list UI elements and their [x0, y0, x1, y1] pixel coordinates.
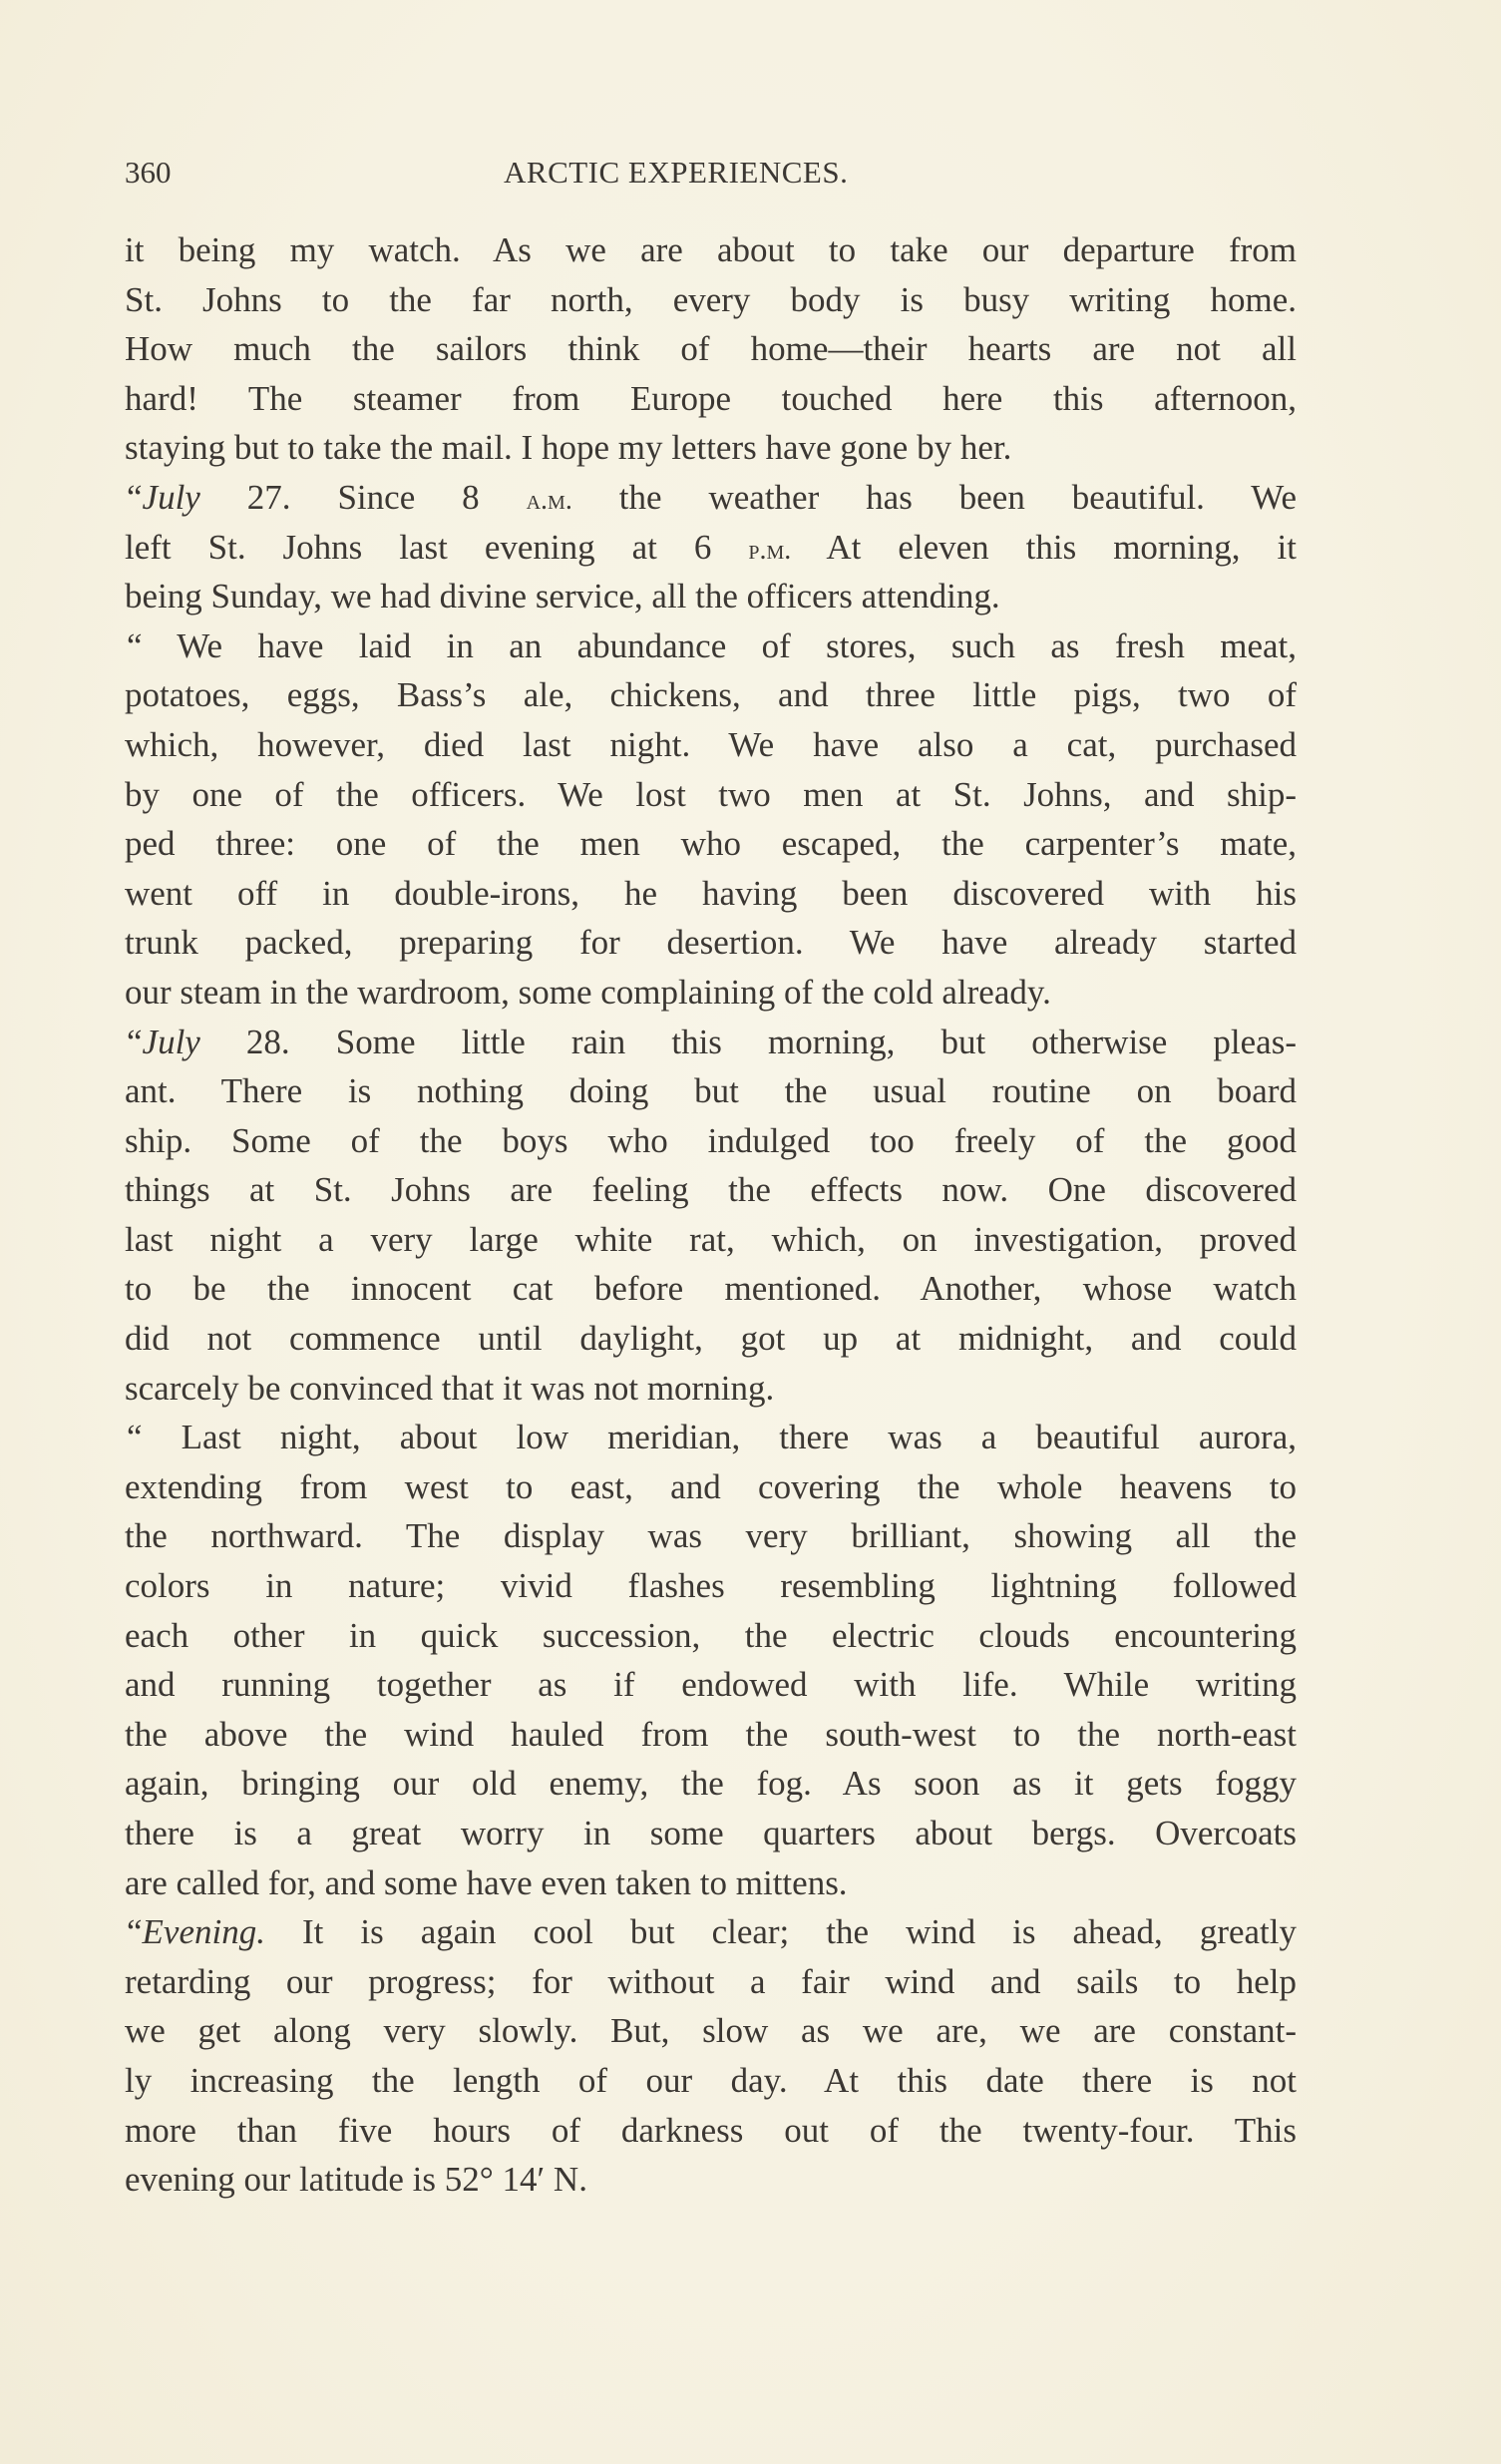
- line-text-continued: the weather has been beautiful. We: [571, 477, 1297, 517]
- text-line: [125, 1710, 1297, 1760]
- line-text: ship. Some of the boys who indulged too freely of the good: [125, 1120, 1297, 1160]
- line-text: extending from west to east, and covering the whole heavens to: [125, 1466, 1297, 1506]
- line-text: went off in double-irons, he having been discovered with his: [125, 873, 1297, 913]
- line-text: by one of the officers. We lost two men at St. Johns, and ship-: [125, 774, 1297, 814]
- line-text: are called for, and some have even taken to mittens.: [125, 1862, 848, 1902]
- line-text: colors in nature; vivid flashes resembling lightning followed: [125, 1566, 1297, 1606]
- line-text: trunk packed, preparing for desertion. We have already started: [125, 923, 1297, 963]
- text-line: [125, 968, 1297, 1018]
- text-line: [125, 819, 1297, 869]
- line-text: last night a very large white rat, which, on investigation, proved: [125, 1219, 1297, 1259]
- line-text: How much the sailors think of home—their hearts are not all: [125, 329, 1297, 369]
- text-line: [125, 523, 1297, 573]
- text-line: [125, 1462, 1297, 1512]
- text-line: [125, 621, 1297, 671]
- line-text: 28. Some little rain this morning, but otherwise pleas-: [199, 1022, 1297, 1061]
- text-line: [125, 473, 1297, 523]
- open-quote: “: [127, 1022, 143, 1061]
- line-text: each other in quick succession, the electric clouds encountering: [125, 1615, 1297, 1655]
- body-text: [125, 225, 1297, 2205]
- page-number: 360: [125, 155, 172, 190]
- line-text: again, bringing our old enemy, the fog. As soon as it gets foggy: [125, 1764, 1297, 1804]
- line-text: there is a great worry in some quarters about bergs. Overcoats: [125, 1814, 1297, 1852]
- line-text: “ Last night, about low meridian, there was a beautiful aurora,: [127, 1418, 1297, 1457]
- line-text: 27. Since 8: [199, 477, 527, 517]
- text-line: [125, 1957, 1297, 2007]
- running-title: ARCTIC EXPERIENCES.: [504, 155, 849, 190]
- line-text: things at St. Johns are feeling the effects now. One discovered: [125, 1170, 1297, 1210]
- line-text: evening our latitude is 52° 14′ N.: [125, 2160, 587, 2200]
- text-line: [125, 1611, 1297, 1661]
- text-line: [125, 2056, 1297, 2106]
- line-text: we get along very slowly. But, slow as we are, we are constant-: [125, 2011, 1297, 2051]
- small-caps-time: a.m.: [526, 484, 572, 516]
- line-text-continued: At eleven this morning, it: [791, 527, 1297, 567]
- text-line: [125, 918, 1297, 968]
- line-text: It is again cool but clear; the wind is ahead, greatly: [264, 1912, 1297, 1952]
- line-text: to be the innocent cat before mentioned. Another, whose watch: [125, 1269, 1297, 1309]
- text-line: [125, 1364, 1297, 1414]
- text-line: [125, 1907, 1297, 1957]
- line-text: hard! The steamer from Europe touched here this afternoon,: [125, 378, 1297, 418]
- text-line: [125, 2155, 1297, 2205]
- open-quote: “: [127, 1912, 143, 1952]
- text-line: [125, 1066, 1297, 1116]
- text-line: [125, 1809, 1297, 1858]
- text-line: [125, 423, 1297, 473]
- line-text: more than five hours of darkness out of the twenty-four. This: [125, 2110, 1297, 2150]
- text-line: [125, 1413, 1297, 1462]
- line-text: ped three: one of the men who escaped, the carpenter’s mate,: [125, 824, 1297, 864]
- text-line: [125, 1858, 1297, 1908]
- line-text: which, however, died last night. We have also a cat, purchased: [125, 724, 1297, 764]
- italic-date: July: [142, 1022, 200, 1061]
- text-line: [125, 1511, 1297, 1561]
- text-line: [125, 1314, 1297, 1364]
- italic-date: Evening.: [142, 1912, 265, 1952]
- text-line: [125, 720, 1297, 770]
- line-text: scarcely be convinced that it was not morning.: [125, 1368, 775, 1408]
- text-line: [125, 1660, 1297, 1710]
- line-text: and running together as if endowed with life. While writing: [125, 1665, 1297, 1705]
- line-text: staying but to take the mail. I hope my letters have gone by her.: [125, 428, 1012, 468]
- text-line: [125, 770, 1297, 820]
- line-text: ant. There is nothing doing but the usual routine on board: [125, 1071, 1297, 1111]
- italic-date: July: [142, 477, 200, 517]
- text-line: [125, 572, 1297, 621]
- text-line: [125, 1561, 1297, 1611]
- text-line: [125, 670, 1297, 720]
- line-text: it being my watch. As we are about to take our departure from: [125, 230, 1297, 269]
- line-text: “ We have laid in an abundance of stores, such as fresh meat,: [127, 625, 1297, 665]
- text-line: [125, 2006, 1297, 2056]
- line-text: our steam in the wardroom, some complaining of the cold already.: [125, 972, 1051, 1012]
- text-line: [125, 275, 1297, 325]
- line-text: being Sunday, we had divine service, all the officers attending.: [125, 577, 1000, 616]
- line-text: the northward. The display was very brilliant, showing all the: [125, 1516, 1297, 1556]
- line-text: retarding our progress; for without a fair wind and sails to help: [125, 1961, 1297, 2001]
- line-text: potatoes, eggs, Bass’s ale, chickens, and three little pigs, two of: [125, 675, 1297, 715]
- line-text: left St. Johns last evening at 6: [125, 527, 749, 567]
- line-text: did not commence until daylight, got up at midnight, and could: [125, 1319, 1297, 1359]
- text-line: [125, 1759, 1297, 1809]
- text-line: [125, 1116, 1297, 1166]
- text-line: [125, 1165, 1297, 1215]
- text-line: [125, 2106, 1297, 2156]
- text-line: [125, 1264, 1297, 1314]
- small-caps-time: p.m.: [748, 534, 792, 566]
- running-head: [125, 150, 1297, 196]
- text-line: [125, 869, 1297, 919]
- text-line: [125, 374, 1297, 424]
- line-text: ly increasing the length of our day. At this date there is not: [125, 2060, 1297, 2100]
- text-line: [125, 1215, 1297, 1265]
- line-text: the above the wind hauled from the south-west to the north-east: [125, 1714, 1297, 1754]
- text-line: [125, 1018, 1297, 1067]
- text-line: [125, 324, 1297, 374]
- line-text: St. Johns to the far north, every body is busy writing home.: [125, 279, 1297, 319]
- open-quote: “: [127, 477, 143, 517]
- text-line: [125, 225, 1297, 275]
